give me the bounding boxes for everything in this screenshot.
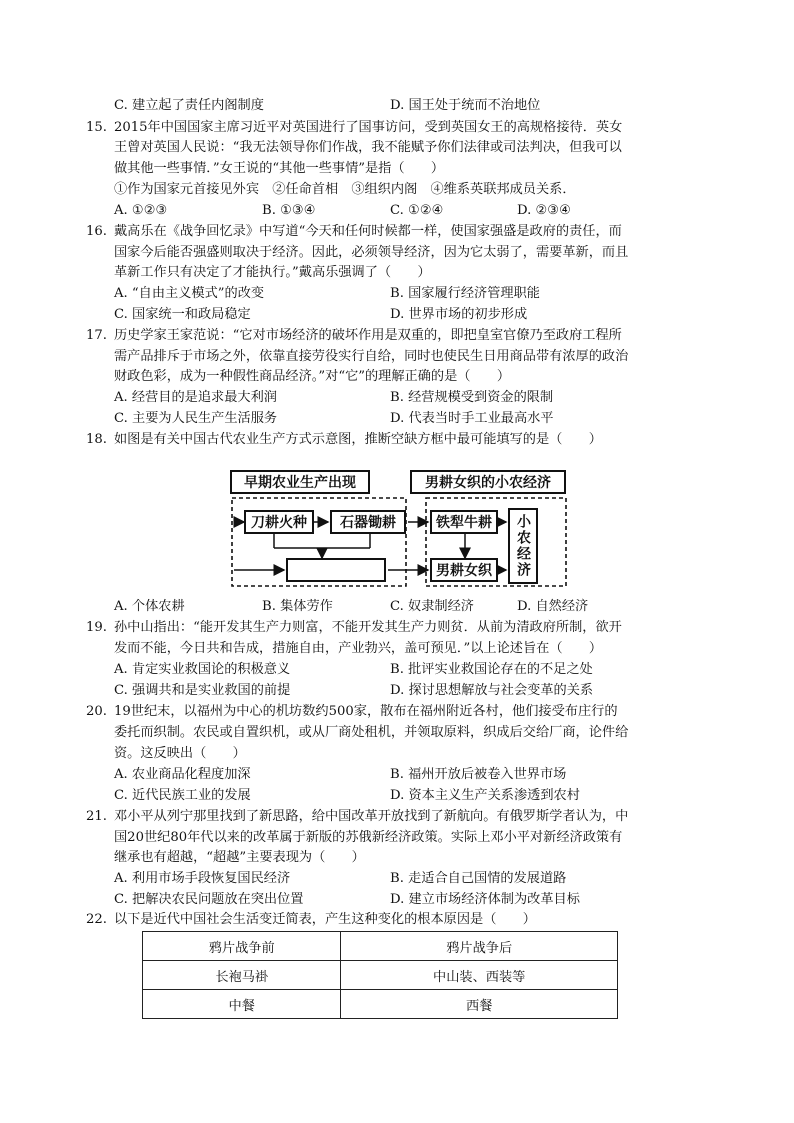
agriculture-diagram <box>230 470 570 590</box>
q15-option-c[interactable]: C. ①②④ <box>390 203 444 218</box>
q18-option-a[interactable]: A. 个体农耕 <box>114 599 185 614</box>
q19-option-b[interactable]: B. 批评实业救国论存在的不足之处 <box>390 662 593 677</box>
q17-stem-line: 财政色彩，成为一种假性商品经济。”对“它”的理解正确的是（ ） <box>114 369 511 384</box>
q17-option-a[interactable]: A. 经营目的是追求最大利润 <box>114 390 277 405</box>
q16-option-a[interactable]: A. “自由主义模式”的改变 <box>114 286 265 301</box>
q19-stem-line: 发而不能，今日共和告成，措施自由，产业勃兴，盖可预见．”以上论述旨在（ ） <box>114 641 603 656</box>
q18-option-d[interactable]: D. 自然经济 <box>517 599 589 614</box>
table-cell: 中餐 <box>143 990 341 1019</box>
table-header-row <box>143 932 618 961</box>
q15-stem-line: 王曾对英国人民说：“我无法领导你们作战，我不能赋予你们法律或司法判决，但我可以 <box>114 140 622 155</box>
early-agriculture-title: 早期农业生产出现 <box>230 470 370 494</box>
q15-option-d[interactable]: D. ②③④ <box>517 203 571 218</box>
q20-stem-line: 19世纪末，以福州为中心的机坊数约500家，散布在福州附近各村，他们接受布庄行的 <box>114 704 618 719</box>
q18-number: 18. <box>86 432 107 447</box>
q22-number: 22. <box>86 912 107 927</box>
q18-option-c[interactable]: C. 奴隶制经济 <box>390 599 474 614</box>
q16-option-d[interactable]: D. 世界市场的初步形成 <box>390 307 528 322</box>
q21-stem-line: 国20世纪80年代以来的改革属于新版的苏俄新经济政策。实际上邓小平对新经济政策有 <box>114 830 623 845</box>
q20-number: 20. <box>86 704 107 719</box>
stone-hoe-box: 石器锄耕 <box>330 510 406 534</box>
q20-option-d[interactable]: D. 资本主义生产关系渗透到农村 <box>390 788 580 803</box>
q20-option-b[interactable]: B. 福州开放后被卷入世界市场 <box>390 767 567 782</box>
q16-stem-line: 革新工作只有决定了才能执行。”戴高乐强调了（ ） <box>114 265 431 280</box>
men-farm-women-weave-box: 男耕女织 <box>430 558 498 582</box>
social-life-table <box>142 931 618 1019</box>
q17-option-d[interactable]: D. 代表当时手工业最高水平 <box>390 411 554 426</box>
q15-stem-line: 做其他一些事情．”女王说的“其他一些事情”是指（ ） <box>114 161 445 176</box>
q21-option-d[interactable]: D. 建立市场经济体制为改革目标 <box>390 892 580 907</box>
q17-stem-line: 需产品排斥于市场之外，依靠直接劳役实行自给，同时也使民生日用商品带有浓厚的政治 <box>114 349 629 364</box>
q14-option-d: D. 国王处于统而不治地位 <box>390 98 541 113</box>
q17-option-b[interactable]: B. 经营规模受到资金的限制 <box>390 390 554 405</box>
small-peasant-economy-box: 小农经济 <box>508 508 538 584</box>
q21-stem-line: 邓小平从列宁那里找到了新思路，给中国改革开放找到了新航向。有俄罗斯学者认为，中 <box>114 809 629 824</box>
q16-option-c[interactable]: C. 国家统一和政局稳定 <box>114 307 251 322</box>
q16-number: 16. <box>86 224 107 239</box>
q15-option-b[interactable]: B. ①③④ <box>262 203 316 218</box>
q17-option-c[interactable]: C. 主要为人民生产生活服务 <box>114 411 278 426</box>
q19-number: 19. <box>86 620 107 635</box>
q17-number: 17. <box>86 328 107 343</box>
q15-stem-line: ①作为国家元首接见外宾 ②任命首相 ③组织内阁 ④维系英联邦成员关系． <box>114 182 576 197</box>
q19-option-a[interactable]: A. 肯定实业救国论的积极意义 <box>114 662 291 677</box>
q15-option-a[interactable]: A. ①②③ <box>114 203 168 218</box>
q22-stem-line: 以下是近代中国社会生活变迁简表，产生这种变化的根本原因是（ ） <box>114 912 536 927</box>
q15-number: 15. <box>86 120 107 135</box>
blank-box[interactable] <box>286 558 386 582</box>
q21-number: 21. <box>86 809 107 824</box>
iron-plough-ox-box: 铁犁牛耕 <box>430 510 498 534</box>
q15-stem-line: 2015年中国国家主席习近平对英国进行了国事访问，受到英国女王的高规格接待．英女 <box>114 120 623 135</box>
q21-option-c[interactable]: C. 把解决农民问题放在突出位置 <box>114 892 304 907</box>
q19-option-c[interactable]: C. 强调共和是实业救国的前提 <box>114 683 291 698</box>
table-header-after: 鸦片战争后 <box>341 932 618 961</box>
q16-option-b[interactable]: B. 国家履行经济管理职能 <box>390 286 540 301</box>
small-peasant-economy-title: 男耕女织的小农经济 <box>410 470 566 494</box>
q20-stem-line: 资。这反映出（ ） <box>114 746 246 761</box>
q16-stem-line: 国家今后能否强盛则取决于经济。因此，必须领导经济，因为它太弱了，需要革新，而且 <box>114 245 629 260</box>
table-cell: 长袍马褂 <box>143 961 341 990</box>
table-cell: 西餐 <box>341 990 618 1019</box>
table-row <box>143 961 618 990</box>
q21-option-b[interactable]: B. 走适合自己国情的发展道路 <box>390 871 567 886</box>
q21-option-a[interactable]: A. 利用市场手段恢复国民经济 <box>114 871 291 886</box>
q18-stem-line: 如图是有关中国古代农业生产方式示意图，推断空缺方框中最可能填写的是（ ） <box>114 432 602 447</box>
q14-option-c: C. 建立起了责任内阁制度 <box>114 98 264 113</box>
q21-stem-line: 继承也有超越，“超越”主要表现为（ ） <box>114 850 365 865</box>
q17-stem-line: 历史学家王家范说：“它对市场经济的破坏作用是双重的，即把皇室官僚乃至政府工程所 <box>114 328 622 343</box>
q20-option-a[interactable]: A. 农业商品化程度加深 <box>114 767 251 782</box>
table-row <box>143 990 618 1019</box>
q19-option-d[interactable]: D. 探讨思想解放与社会变革的关系 <box>390 683 594 698</box>
q19-stem-line: 孙中山指出：“能开发其生产力则富，不能开发其生产力则贫．从前为清政府所制，欲开 <box>114 620 622 635</box>
q20-option-c[interactable]: C. 近代民族工业的发展 <box>114 788 251 803</box>
q16-stem-line: 戴高乐在《战争回忆录》中写道“今天和任何时候都一样，使国家强盛是政府的责任，而 <box>114 224 622 239</box>
table-header-before: 鸦片战争前 <box>143 932 341 961</box>
q20-stem-line: 委托而织制。农民或自置织机，或从厂商处租机，并领取原料，织成后交给厂商，论件给 <box>114 725 629 740</box>
slash-and-burn-box: 刀耕火种 <box>244 510 314 534</box>
table-cell: 中山装、西装等 <box>341 961 618 990</box>
q18-option-b[interactable]: B. 集体劳作 <box>262 599 333 614</box>
